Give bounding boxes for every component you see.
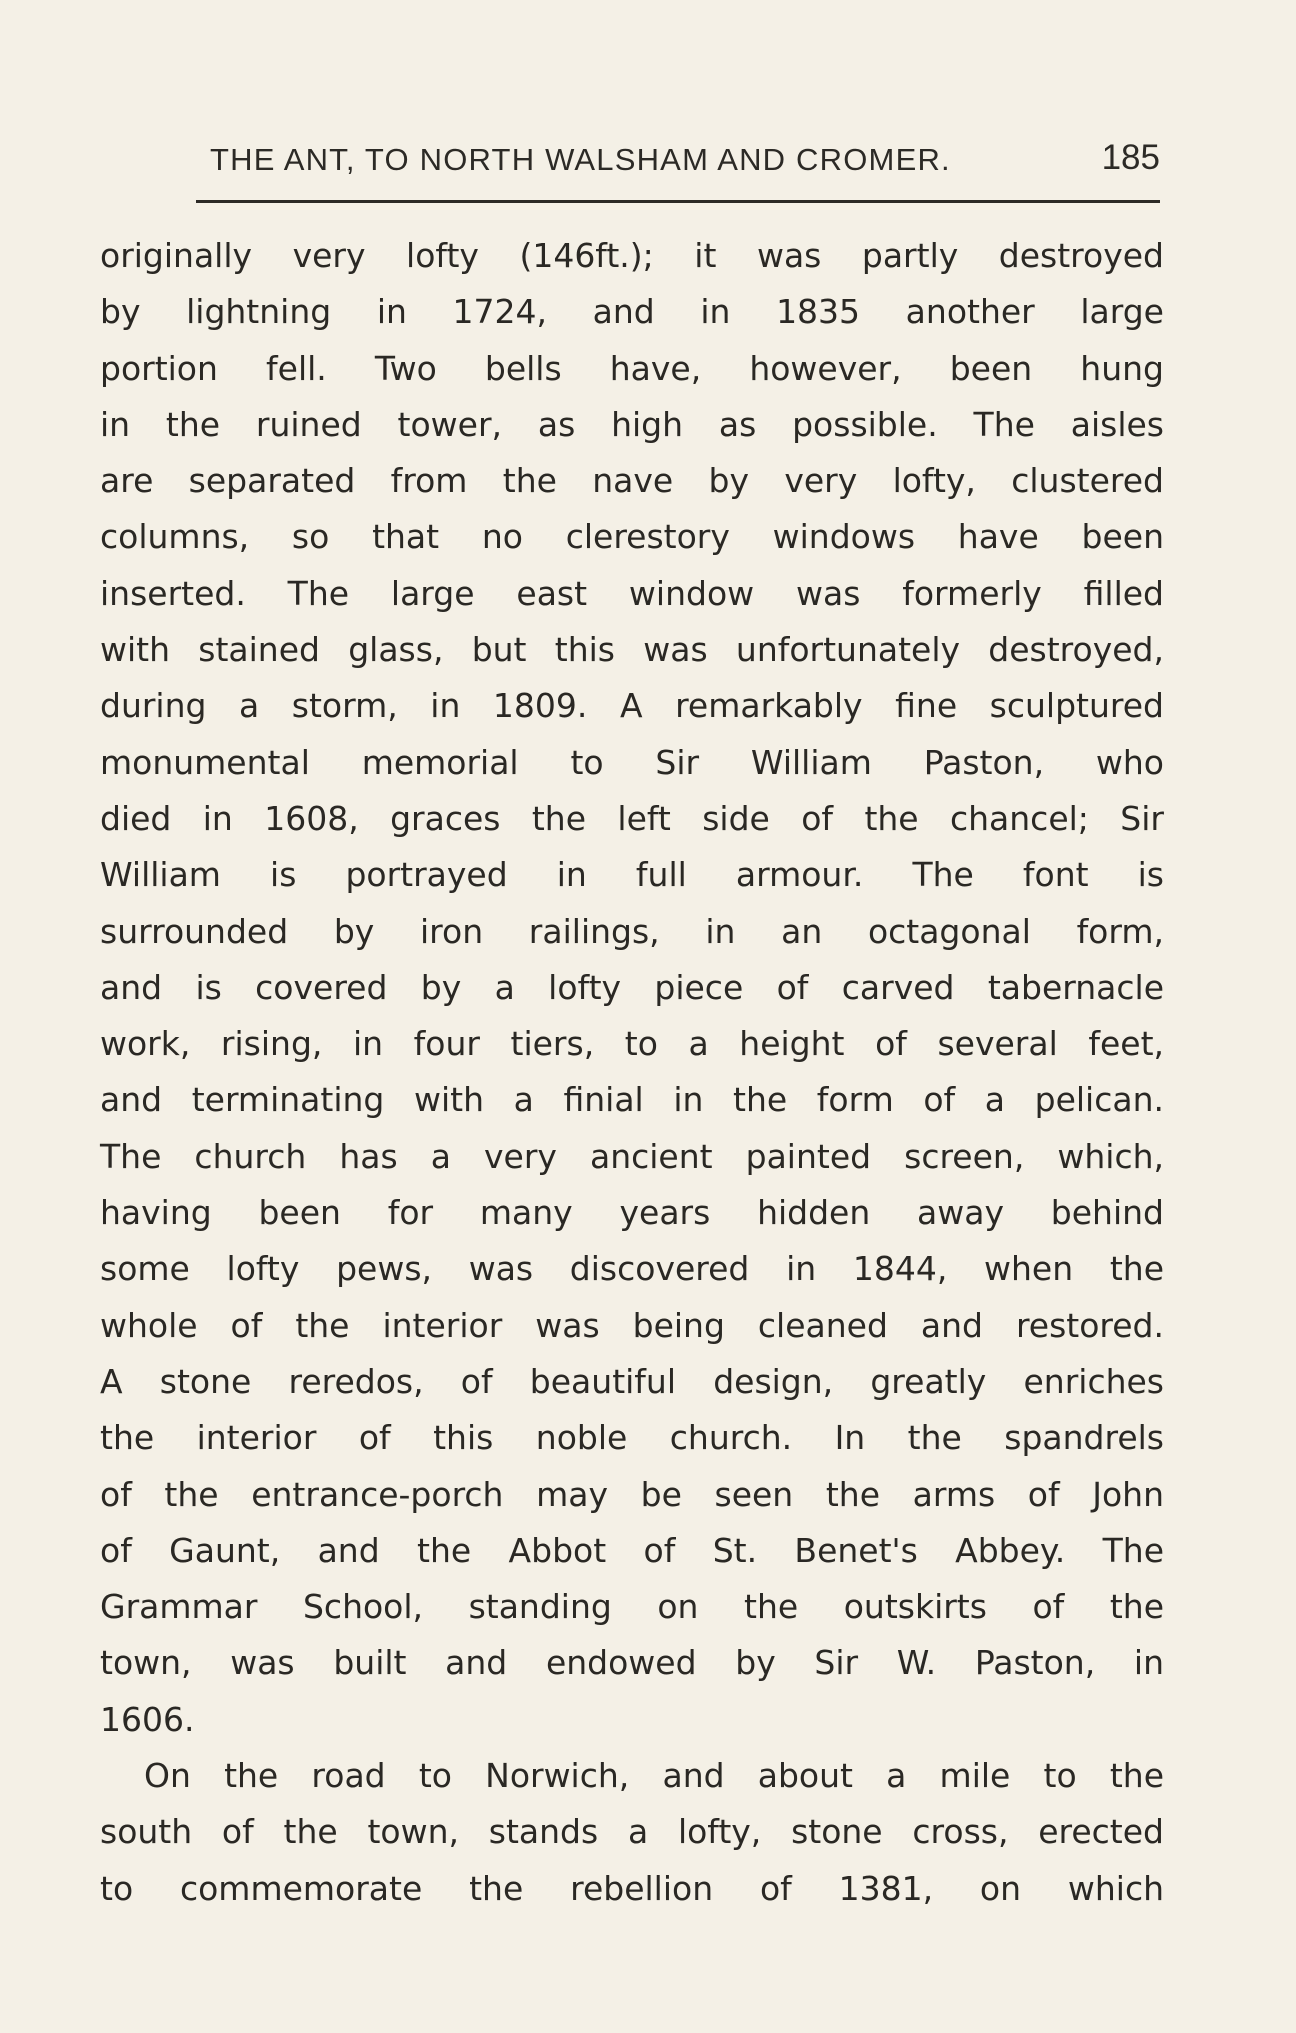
text-line: died in 1608, graces the left side of the chancel; Sir	[100, 798, 1164, 838]
text-line: work, rising, in four tiers, to a height of several feet,	[100, 1024, 1164, 1064]
text-line: some lofty pews, was discovered in 1844, when the	[100, 1249, 1164, 1289]
text-line: originally very lofty (146ft.); it was partly destroyed	[100, 236, 1164, 275]
text-line: during a storm, in 1809. A remarkably fine sculptured	[100, 686, 1164, 726]
text-line: portion fell. Two bells have, however, been hung	[100, 348, 1164, 388]
running-title: THE ANT, TO NORTH WALSHAM AND CROMER.	[210, 142, 951, 177]
body-text	[100, 228, 1164, 1917]
text-line: A stone reredos, of beautiful design, greatly enriches	[100, 1361, 1164, 1401]
text-line: The church has a very ancient painted screen, which,	[100, 1136, 1164, 1176]
text-line: to commemorate the rebellion of 1381, on which	[100, 1868, 1164, 1908]
text-line: inserted. The large east window was formerly filled	[100, 573, 1164, 613]
text-line: by lightning in 1724, and in 1835 another large	[100, 292, 1164, 332]
paragraph-start-line: On the road to Norwich, and about a mile to the	[144, 1756, 1164, 1796]
text-line: columns, so that no clerestory windows have been	[100, 517, 1164, 557]
text-line: are separated from the nave by very lofty, clustered	[100, 461, 1164, 501]
text-line: in the ruined tower, as high as possible. The aisles	[100, 404, 1164, 444]
text-line: monumental memorial to Sir William Paston, who	[100, 742, 1164, 782]
text-line: of Gaunt, and the Abbot of St. Benet's Abbey. The	[100, 1530, 1164, 1570]
page-number: 185	[1101, 138, 1160, 177]
running-head	[210, 132, 1160, 188]
text-line: of the entrance-porch may be seen the arms of John	[100, 1474, 1164, 1514]
text-line: having been for many years hidden away behind	[100, 1193, 1164, 1233]
text-line: south of the town, stands a lofty, stone cross, erected	[100, 1812, 1164, 1852]
text-line: and is covered by a lofty piece of carved tabernacle	[100, 967, 1164, 1007]
text-line: whole of the interior was being cleaned and restored.	[100, 1305, 1164, 1345]
text-line: town, was built and endowed by Sir W. Paston, in	[100, 1643, 1164, 1683]
header-rule	[196, 200, 1160, 203]
text-line: and terminating with a finial in the form of a pelican.	[100, 1080, 1164, 1120]
text-line: Grammar School, standing on the outskirts of the	[100, 1587, 1164, 1627]
text-line: with stained glass, but this was unfortunately destroyed,	[100, 630, 1164, 670]
text-line: William is portrayed in full armour. The font is	[100, 855, 1164, 895]
paragraph-end-line: 1606.	[100, 1699, 195, 1739]
text-line: surrounded by iron railings, in an octagonal form,	[100, 911, 1164, 951]
text-line: the interior of this noble church. In the spandrels	[100, 1418, 1164, 1458]
